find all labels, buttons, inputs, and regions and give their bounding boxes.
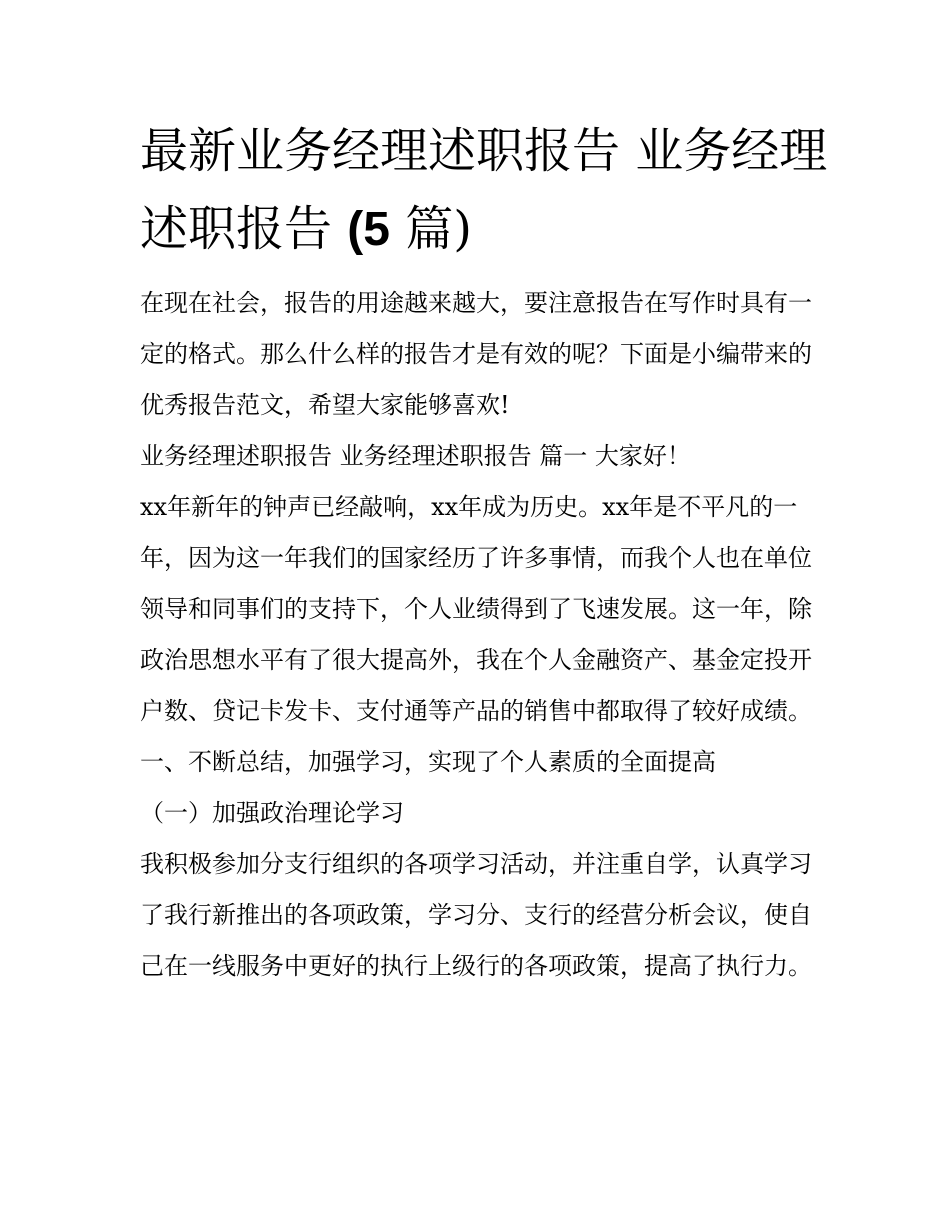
paragraph-section-heading: 业务经理述职报告 业务经理述职报告 篇一 大家好！: [140, 442, 691, 470]
document-body: [140, 278, 820, 992]
paragraph-heading-one: 一、不断总结，加强学习，实现了个人素质的全面提高: [140, 748, 716, 776]
title-text-main: 最新业务经理述职报告 业务经理述职报告: [140, 123, 828, 257]
document-title: [140, 112, 830, 269]
paragraph-study: 我积极参加分支行组织的各项学习活动，并注重自学，认真学习了我行新推出的各项政策，学习分、支行的经营分析会议，使自己在一线服务中更好的执行上级行的各项政策，提高了执行力。: [140, 850, 812, 980]
title-text-count: (5: [347, 203, 390, 256]
paragraph-year-review: xx年新年的钟声已经敲响，xx年成为历史。xx年是不平凡的一年，因为这一年我们的国家经历了许多事情，而我个人也在单位领导和同事们的支持下，个人业绩得到了飞速发展。这一年，除政治思想水平有了很大提高外，我在个人金融资产、基金定投开户数、贷记卡发卡、支付通等产品的销售中都取得了较好成绩。: [140, 493, 812, 725]
paragraph-intro: 在现在社会，报告的用途越来越大，要注意报告在写作时具有一定的格式。那么什么样的报告才是有效的呢？下面是小编带来的优秀报告范文，希望大家能够喜欢!: [140, 289, 812, 419]
paragraph-subheading-one: （一）加强政治理论学习: [140, 799, 404, 827]
title-text-suffix: 篇): [389, 201, 472, 257]
